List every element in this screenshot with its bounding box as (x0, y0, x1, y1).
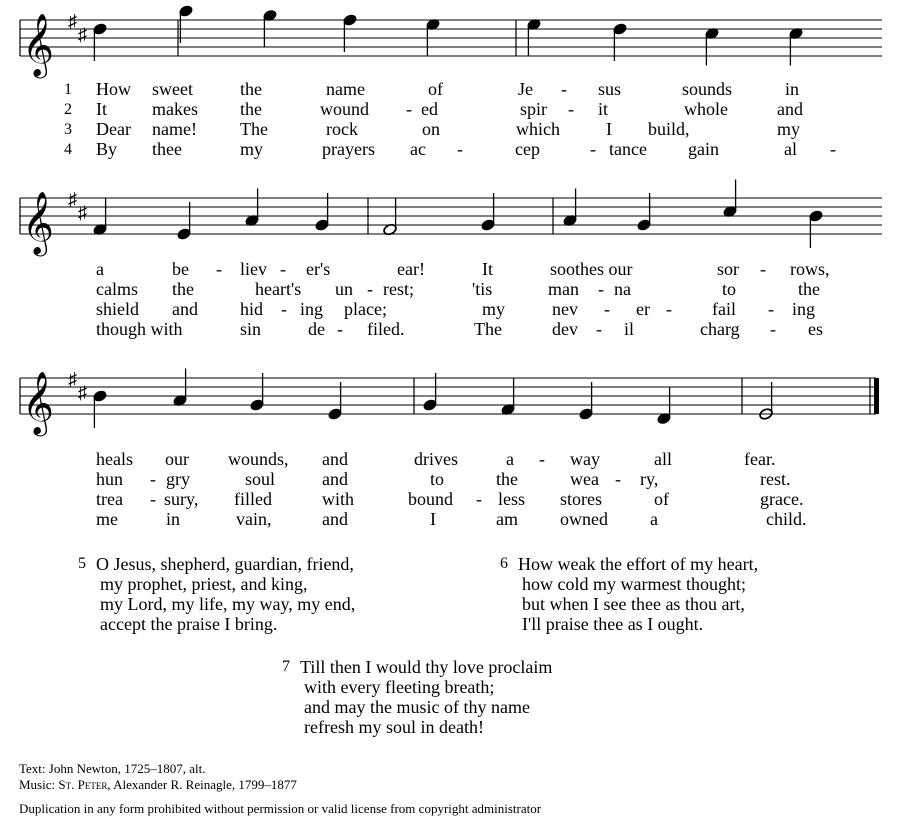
lyric-syllable: fear. (744, 449, 776, 469)
lyric-syllable: my (482, 299, 506, 319)
stanza-number: 7 (282, 658, 290, 675)
lyric-syllable: er's (306, 259, 331, 279)
lyric-syllable: nev (552, 299, 578, 319)
lyric-syllable: rock (326, 119, 358, 139)
lyric-syllable: gain (688, 139, 719, 159)
lyric-syllable: heart's (255, 279, 302, 299)
lyric-syllable: in (785, 79, 800, 99)
music-prefix: Music: (19, 777, 59, 792)
lyric-syllable: - (367, 279, 373, 299)
music-credit (19, 777, 541, 793)
quarter-note (93, 389, 108, 428)
lyric-syllable: - (760, 259, 766, 279)
lyric-syllable: thee (152, 139, 182, 159)
lyric-syllable: name! (152, 119, 197, 139)
lyric-syllable: 'tis (472, 279, 493, 299)
lyric-syllable: with (322, 489, 355, 509)
stanza-line: with every fleeting breath; (304, 677, 495, 697)
lyric-syllable: wea (570, 469, 599, 489)
lyric-syllable: - (561, 79, 567, 99)
copyright-notice: Duplication in any form prohibited without permission or valid license from copyright administrator (19, 801, 542, 816)
lyric-syllable: Dear (96, 119, 131, 139)
lyric-syllable: - (457, 139, 463, 159)
lyric-syllable: a (650, 509, 658, 529)
sharp-icon: ♯ (68, 11, 77, 31)
treble-clef-icon: 𝄞 (22, 193, 54, 253)
lyric-syllable: ing (300, 299, 324, 319)
lyric-syllable: filed. (367, 319, 405, 339)
lyric-syllable: - (539, 449, 545, 469)
lyric-syllable: rows, (790, 259, 830, 279)
lyric-syllable: the (496, 469, 518, 489)
lyric-syllable: tance (609, 139, 647, 159)
lyric-syllable: wounds, (228, 449, 289, 469)
lyric-syllable: - (768, 299, 774, 319)
lyric-syllable: grace. (760, 489, 804, 509)
stanza-line: refresh my soul in death! (304, 717, 484, 737)
lyric-syllable: ing (792, 299, 816, 319)
lyric-syllable: to (430, 469, 445, 489)
lyric-syllable: - (281, 299, 287, 319)
lyric-syllable: It (482, 259, 493, 279)
lyric-syllable: my (240, 139, 264, 159)
lyric-syllable: - (150, 489, 156, 509)
stanza-5 (78, 554, 356, 634)
lyric-syllable: sin (240, 319, 262, 339)
lyric-syllable: sury, (164, 489, 199, 509)
lyric-syllable: a (506, 449, 514, 469)
stanza-6 (500, 554, 759, 634)
treble-clef-icon: 𝄞 (22, 15, 54, 75)
lyric-syllable: way (570, 449, 600, 469)
lyric-syllable: - (280, 259, 286, 279)
lyric-syllable: though with (96, 319, 183, 339)
stanza-7 (282, 657, 553, 737)
music-composer: , Alexander R. Reinagle, 1799–1877 (107, 777, 297, 792)
lyric-syllable: stores (560, 489, 602, 509)
quarter-note (250, 373, 265, 412)
lyric-syllable: man (548, 279, 579, 299)
lyric-syllable: and (322, 469, 348, 489)
lyric-syllable: gry (166, 469, 190, 489)
stanza-number: 6 (500, 555, 508, 572)
lyric-syllable: - (615, 469, 621, 489)
lyric-syllable: bound (408, 489, 453, 509)
lyric-syllable: the (172, 279, 194, 299)
lyric-syllable: na (614, 279, 631, 299)
lyric-syllable: de (308, 319, 325, 339)
lyric-syllable: it (598, 99, 609, 119)
lyric-syllable: It (96, 99, 107, 119)
text-credit: Text: John Newton, 1725–1807, alt. (19, 761, 206, 776)
lyric-syllable: owned (560, 509, 608, 529)
lyric-syllable: a (96, 259, 104, 279)
sharp-icon: ♯ (78, 202, 87, 223)
quarter-note (501, 378, 516, 417)
stanza-line: my prophet, priest, and king, (100, 574, 308, 594)
lyric-syllable: hun (96, 469, 123, 489)
lyric-syllable: the (240, 99, 262, 119)
lyric-syllable: place; (344, 299, 387, 319)
lyric-syllable: - (666, 299, 672, 319)
lyric-syllable: I (606, 119, 612, 139)
lyric-syllable: - (830, 139, 836, 159)
lyric-syllable: - (476, 489, 482, 509)
lyric-syllable: of (654, 489, 669, 509)
lyric-syllable: ear! (397, 259, 425, 279)
stanza-line: but when I see thee as thou art, (522, 594, 745, 614)
lyric-syllable: and (172, 299, 198, 319)
lyric-syllable: rest; (383, 279, 414, 299)
lyric-syllable: - (406, 99, 412, 119)
stanza-line: I'll praise thee as I ought. (522, 614, 704, 634)
lyric-syllable: prayers (322, 139, 375, 159)
lyric-syllable: es (808, 319, 823, 339)
quarter-note (423, 373, 438, 412)
lyric-syllable: build, (648, 119, 690, 139)
lyric-syllable: all (654, 449, 672, 469)
lyric-syllable: makes (152, 99, 198, 119)
lyric-syllable: on (422, 119, 440, 139)
lyric-syllable: liev (240, 259, 267, 279)
lyric-syllable: ry, (640, 469, 659, 489)
lyric-syllable: - (150, 469, 156, 489)
tune-name: St. Peter (58, 777, 108, 792)
lyric-syllable: il (624, 319, 635, 339)
verse-number: 3 (64, 121, 72, 138)
lyric-syllable: heals (96, 449, 133, 469)
lyric-syllable: - (337, 319, 343, 339)
stanza-line: my Lord, my life, my way, my end, (100, 594, 356, 614)
stanza-line: how cold my warmest thought; (522, 574, 746, 594)
lyric-syllable: ed (421, 99, 438, 119)
lyric-syllable: - (590, 139, 596, 159)
quarter-note (579, 382, 594, 421)
lyric-syllable: the (240, 79, 262, 99)
stanza-line: and may the music of thy name (304, 697, 530, 717)
lyric-syllable: drives (414, 449, 458, 469)
lyric-syllable: - (568, 99, 574, 119)
lyric-syllable: wound (320, 99, 369, 119)
stanza-line: O Jesus, shepherd, guardian, friend, (96, 554, 354, 574)
lyric-syllable: ac (410, 139, 426, 159)
lyric-syllable: name (326, 79, 365, 99)
lyric-syllable: sor (717, 259, 739, 279)
lyric-syllable: dev (552, 319, 578, 339)
lyric-syllable: less (498, 489, 525, 509)
lyric-syllable: Je (518, 79, 533, 99)
treble-clef-icon: 𝄞 (22, 373, 54, 433)
lyric-syllable: un (335, 279, 353, 299)
lyric-syllable: calms (96, 279, 138, 299)
lyric-syllable: which (516, 119, 560, 139)
lyric-syllable: charg (700, 319, 740, 339)
lyric-syllable: - (770, 319, 776, 339)
lyric-syllable: sus (598, 79, 622, 99)
sharp-icon: ♯ (78, 382, 87, 403)
lyric-syllable: By (96, 139, 118, 159)
lyric-syllable: trea (96, 489, 123, 509)
credits (19, 761, 541, 817)
lyric-syllable: the (798, 279, 820, 299)
lyric-syllable: and (777, 99, 803, 119)
sharp-icon: ♯ (78, 24, 87, 45)
lyric-syllable: shield (96, 299, 139, 319)
lyric-syllable: and (322, 449, 348, 469)
quarter-note (328, 382, 343, 421)
lyric-syllable: in (166, 509, 181, 529)
lyric-syllable: am (496, 509, 518, 529)
stanza-line: How weak the effort of my heart, (518, 554, 759, 574)
half-note (759, 382, 774, 421)
verse-number: 1 (64, 81, 72, 98)
stanza-line: Till then I would thy love proclaim (300, 657, 553, 677)
lyric-syllable: - (216, 259, 222, 279)
lyric-syllable: to (722, 279, 737, 299)
lyric-syllable: - (598, 279, 604, 299)
sharp-icon: ♯ (68, 369, 77, 389)
lyric-syllable: be (172, 259, 189, 279)
lyric-syllable: sounds (682, 79, 733, 99)
lyric-syllable: How (96, 79, 131, 99)
sharp-icon: ♯ (68, 189, 77, 209)
lyric-syllable: fail (712, 299, 736, 319)
lyric-syllable: vain, (236, 509, 272, 529)
lyric-syllable: I (430, 509, 436, 529)
lyric-syllable: The (240, 119, 268, 139)
lyric-syllable: my (777, 119, 801, 139)
verse-number: 2 (64, 101, 72, 118)
lyric-syllable: - (604, 299, 610, 319)
lyric-syllable: and (322, 509, 348, 529)
lyric-syllable: - (596, 319, 602, 339)
final-barline-thick (874, 378, 879, 414)
lyric-syllable: al (784, 139, 797, 159)
lyric-syllable: whole (684, 99, 728, 119)
quarter-note (173, 369, 188, 408)
lyric-syllable: filled (234, 489, 272, 509)
lyric-syllable: our (165, 449, 189, 469)
lyric-syllable: soul (245, 469, 276, 489)
lyric-syllable: er (636, 299, 650, 319)
stanza-number: 5 (78, 555, 86, 572)
verse-number: 4 (64, 141, 72, 158)
lyric-syllable: spir (520, 99, 547, 119)
lyric-syllable: The (474, 319, 502, 339)
lyric-syllable: me (96, 509, 118, 529)
lyric-syllable: rest. (760, 469, 791, 489)
lyric-syllable: of (428, 79, 443, 99)
lyric-syllable: hid (240, 299, 264, 319)
stanza-line: accept the praise I bring. (100, 614, 278, 634)
quarter-note (657, 387, 672, 426)
lyric-syllable: cep (515, 139, 540, 159)
lyric-syllable: soothes our (550, 259, 633, 279)
lyric-syllable: sweet (152, 79, 193, 99)
lyric-syllable: child. (766, 509, 807, 529)
